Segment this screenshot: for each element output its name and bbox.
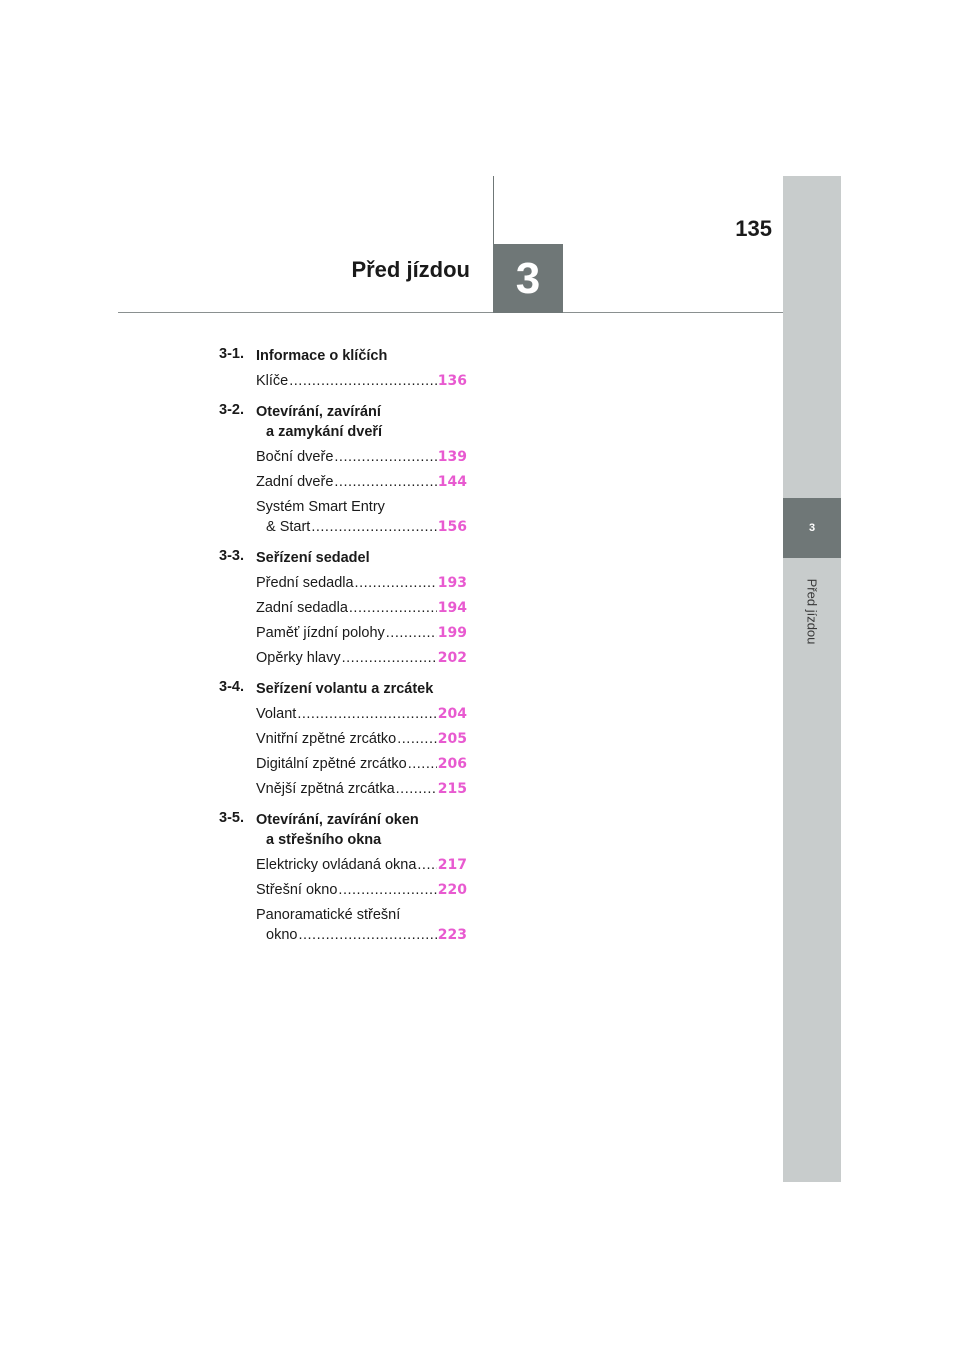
toc-entry-row: [256, 729, 467, 749]
toc-section-title: [256, 679, 467, 699]
side-tab-chapter-label: Před jízdou: [804, 578, 820, 645]
toc-entry-label: Elektricky ovládaná okna: [256, 857, 417, 873]
toc-entry-label: Přední sedadla: [256, 575, 354, 591]
toc-dot-leader: [338, 880, 436, 900]
toc-section-title-line: a střešního okna: [266, 832, 382, 848]
toc-entry-row: [256, 371, 467, 391]
toc-section: [219, 402, 467, 537]
toc-dot-leader: [396, 779, 437, 799]
toc-page-link[interactable]: 193: [437, 575, 467, 591]
toc-section-number: 3-1.: [219, 346, 244, 362]
toc-section-title-line: Informace o klíčích: [256, 348, 388, 364]
toc-section-title-line: Seřízení volantu a zrcátek: [256, 681, 434, 697]
toc-entry[interactable]: [256, 598, 467, 618]
toc-section-title: [256, 548, 467, 568]
toc-entry-label: Střešní okno: [256, 882, 338, 898]
toc-entry-label: okno: [266, 927, 298, 943]
toc-entry-row: [256, 855, 467, 875]
header-vertical-rule: [493, 176, 494, 244]
toc-entry-row: [256, 704, 467, 724]
toc-entry-row: [256, 472, 467, 492]
toc-dot-leader: [397, 729, 437, 749]
toc-entry-label: Zadní dveře: [256, 474, 334, 490]
toc-section-title-line: a zamykání dveří: [266, 424, 383, 440]
toc-page-link[interactable]: 194: [437, 600, 467, 616]
toc-page-link[interactable]: 144: [437, 474, 467, 490]
toc-entry[interactable]: [256, 497, 467, 537]
toc-dot-leader: [355, 573, 437, 593]
toc-entry[interactable]: [256, 855, 467, 875]
toc-page-link[interactable]: 215: [437, 781, 467, 797]
toc-entry[interactable]: [256, 573, 467, 593]
toc-entry-row: [256, 447, 467, 467]
toc-entry-row: [256, 598, 467, 618]
toc-entry-label: Paměť jízdní polohy: [256, 625, 385, 641]
toc-section-title-line: Otevírání, zavírání oken: [256, 812, 419, 828]
toc-entry[interactable]: [256, 371, 467, 391]
toc-entry-row: [256, 648, 467, 668]
toc-dot-leader: [417, 855, 436, 875]
toc-entry-row: [256, 573, 467, 593]
chapter-title: Před jízdou: [351, 257, 470, 282]
toc-entry[interactable]: [256, 472, 467, 492]
toc-entry[interactable]: [256, 754, 467, 774]
toc-section-number: 3-5.: [219, 810, 244, 826]
toc-section: [219, 679, 467, 799]
toc-entry-label: Vnější zpětná zrcátka: [256, 781, 395, 797]
toc-entry-label: Panoramatické střešní: [256, 907, 401, 923]
side-tab-bar: [783, 176, 841, 1182]
toc-dot-leader: [408, 754, 437, 774]
toc-section-number: 3-2.: [219, 402, 244, 418]
toc-page-link[interactable]: 199: [437, 625, 467, 641]
toc-page-link[interactable]: 136: [437, 373, 467, 389]
toc-page-link[interactable]: 206: [437, 756, 467, 772]
toc-entry-label: Boční dveře: [256, 449, 334, 465]
toc-page-link[interactable]: 156: [437, 519, 467, 535]
toc-entry-row: [256, 623, 467, 643]
toc-entry-label: Systém Smart Entry: [256, 499, 385, 515]
toc-entry[interactable]: [256, 447, 467, 467]
toc-entry-label: Volant: [256, 706, 297, 722]
toc-page-link[interactable]: 139: [437, 449, 467, 465]
toc-page-link[interactable]: 217: [437, 857, 467, 873]
toc-entry-label: Digitální zpětné zrcátko: [256, 756, 407, 772]
toc-entry-row: [256, 880, 467, 900]
toc-entry-label: Opěrky hlavy: [256, 650, 341, 666]
toc-entry-label: & Start: [266, 519, 311, 535]
toc-page-link[interactable]: 202: [437, 650, 467, 666]
toc-section-title-line: Seřízení sedadel: [256, 550, 370, 566]
toc-dot-leader: [386, 623, 437, 643]
toc-entry[interactable]: [256, 905, 467, 945]
toc-dot-leader: [334, 447, 436, 467]
toc-page-link[interactable]: 204: [437, 706, 467, 722]
toc-section: [219, 548, 467, 668]
toc-entry-label: Zadní sedadla: [256, 600, 348, 616]
toc-entry[interactable]: [256, 648, 467, 668]
toc-section-title: [256, 402, 467, 442]
toc-entry[interactable]: [256, 729, 467, 749]
toc-entry[interactable]: [256, 880, 467, 900]
chapter-number-box: 3: [493, 244, 563, 313]
toc-dot-leader: [342, 648, 437, 668]
toc-section: [219, 810, 467, 945]
toc-dot-leader: [289, 371, 437, 391]
toc-section: [219, 346, 467, 391]
table-of-contents: [219, 346, 467, 945]
toc-entry-row: [256, 779, 467, 799]
toc-dot-leader: [297, 704, 436, 724]
toc-entry-row: [256, 925, 467, 945]
toc-entry[interactable]: [256, 623, 467, 643]
header-horizontal-rule: [118, 312, 783, 313]
toc-section-title-line: Otevírání, zavírání: [256, 404, 381, 420]
toc-dot-leader: [311, 517, 436, 537]
toc-section-title: [256, 346, 467, 366]
side-tab-chapter-number[interactable]: 3: [783, 498, 841, 558]
toc-section-number: 3-3.: [219, 548, 244, 564]
toc-page-link[interactable]: 205: [437, 731, 467, 747]
toc-page-link[interactable]: 220: [437, 882, 467, 898]
toc-entry[interactable]: [256, 704, 467, 724]
toc-dot-leader: [349, 598, 437, 618]
toc-entry-label: Vnitřní zpětné zrcátko: [256, 731, 397, 747]
toc-entry-label: Klíče: [256, 373, 289, 389]
page-number: 135: [735, 216, 772, 241]
toc-entry-row: [256, 754, 467, 774]
toc-dot-leader: [298, 925, 436, 945]
toc-dot-leader: [334, 472, 436, 492]
toc-entry[interactable]: [256, 779, 467, 799]
toc-entry-row: [256, 517, 467, 537]
toc-section-number: 3-4.: [219, 679, 244, 695]
toc-page-link[interactable]: 223: [437, 927, 467, 943]
toc-section-title: [256, 810, 467, 850]
